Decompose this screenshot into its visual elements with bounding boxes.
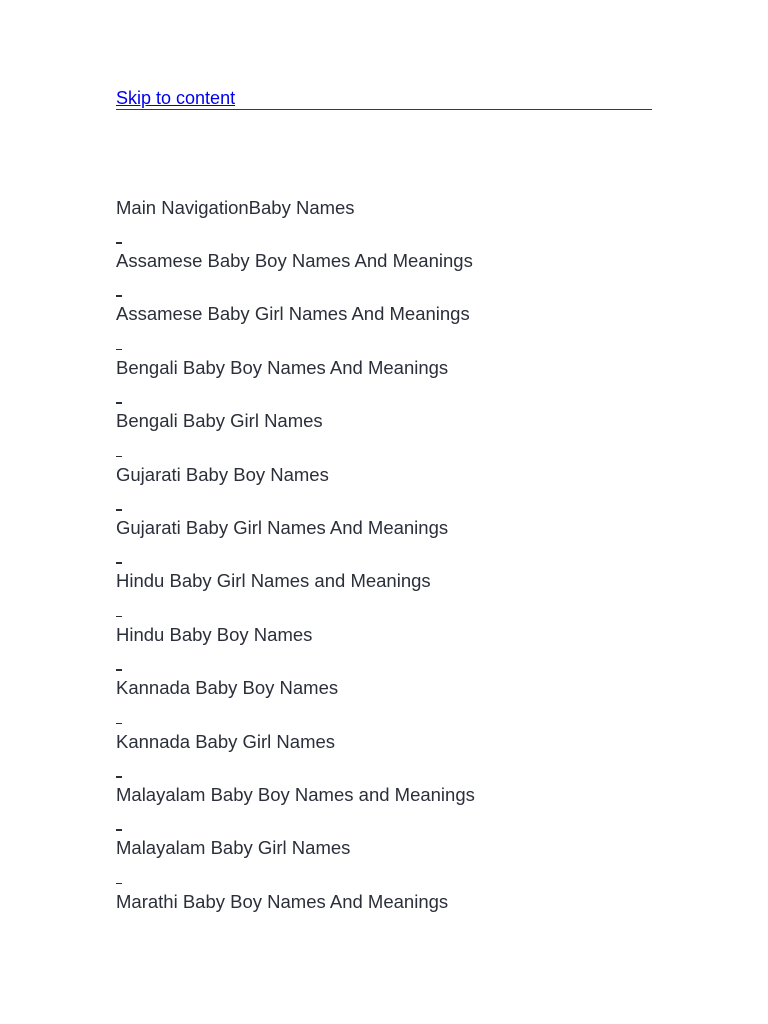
list-dash bbox=[116, 509, 122, 511]
nav-link[interactable]: Kannada Baby Boy Names bbox=[116, 677, 339, 699]
list-dash bbox=[116, 242, 122, 244]
list-dash bbox=[116, 562, 122, 564]
list-dash bbox=[116, 883, 122, 885]
nav-link[interactable]: Assamese Baby Girl Names And Meanings bbox=[116, 303, 470, 325]
list-dash bbox=[116, 669, 122, 671]
nav-link[interactable]: Marathi Baby Boy Names And Meanings bbox=[116, 890, 449, 912]
nav-link[interactable]: Bengali Baby Boy Names And Meanings bbox=[116, 356, 449, 378]
nav-link[interactable]: Gujarati Baby Girl Names And Meanings bbox=[116, 516, 449, 538]
list-dash bbox=[116, 829, 122, 831]
nav-link[interactable]: Malayalam Baby Boy Names and Meanings bbox=[116, 783, 475, 805]
list-dash bbox=[116, 349, 122, 351]
list-dash bbox=[116, 402, 122, 404]
list-dash bbox=[116, 295, 122, 297]
nav-link[interactable]: Malayalam Baby Girl Names bbox=[116, 837, 351, 859]
list-dash bbox=[116, 456, 122, 458]
list-dash bbox=[116, 616, 122, 618]
main-navigation-heading: Main NavigationBaby Names bbox=[116, 197, 355, 218]
nav-link[interactable]: Hindu Baby Girl Names and Meanings bbox=[116, 570, 431, 592]
skip-to-content-link[interactable]: Skip to content bbox=[116, 88, 236, 108]
nav-link[interactable]: Gujarati Baby Boy Names bbox=[116, 463, 329, 485]
nav-link[interactable]: Assamese Baby Boy Names And Meanings bbox=[116, 250, 473, 271]
skip-link-row bbox=[116, 87, 652, 110]
list-dash bbox=[116, 776, 122, 778]
list-dash bbox=[116, 723, 122, 725]
nav-link[interactable]: Bengali Baby Girl Names bbox=[116, 410, 323, 432]
nav-link[interactable]: Kannada Baby Girl Names bbox=[116, 730, 336, 752]
nav-link[interactable]: Hindu Baby Boy Names bbox=[116, 623, 313, 645]
